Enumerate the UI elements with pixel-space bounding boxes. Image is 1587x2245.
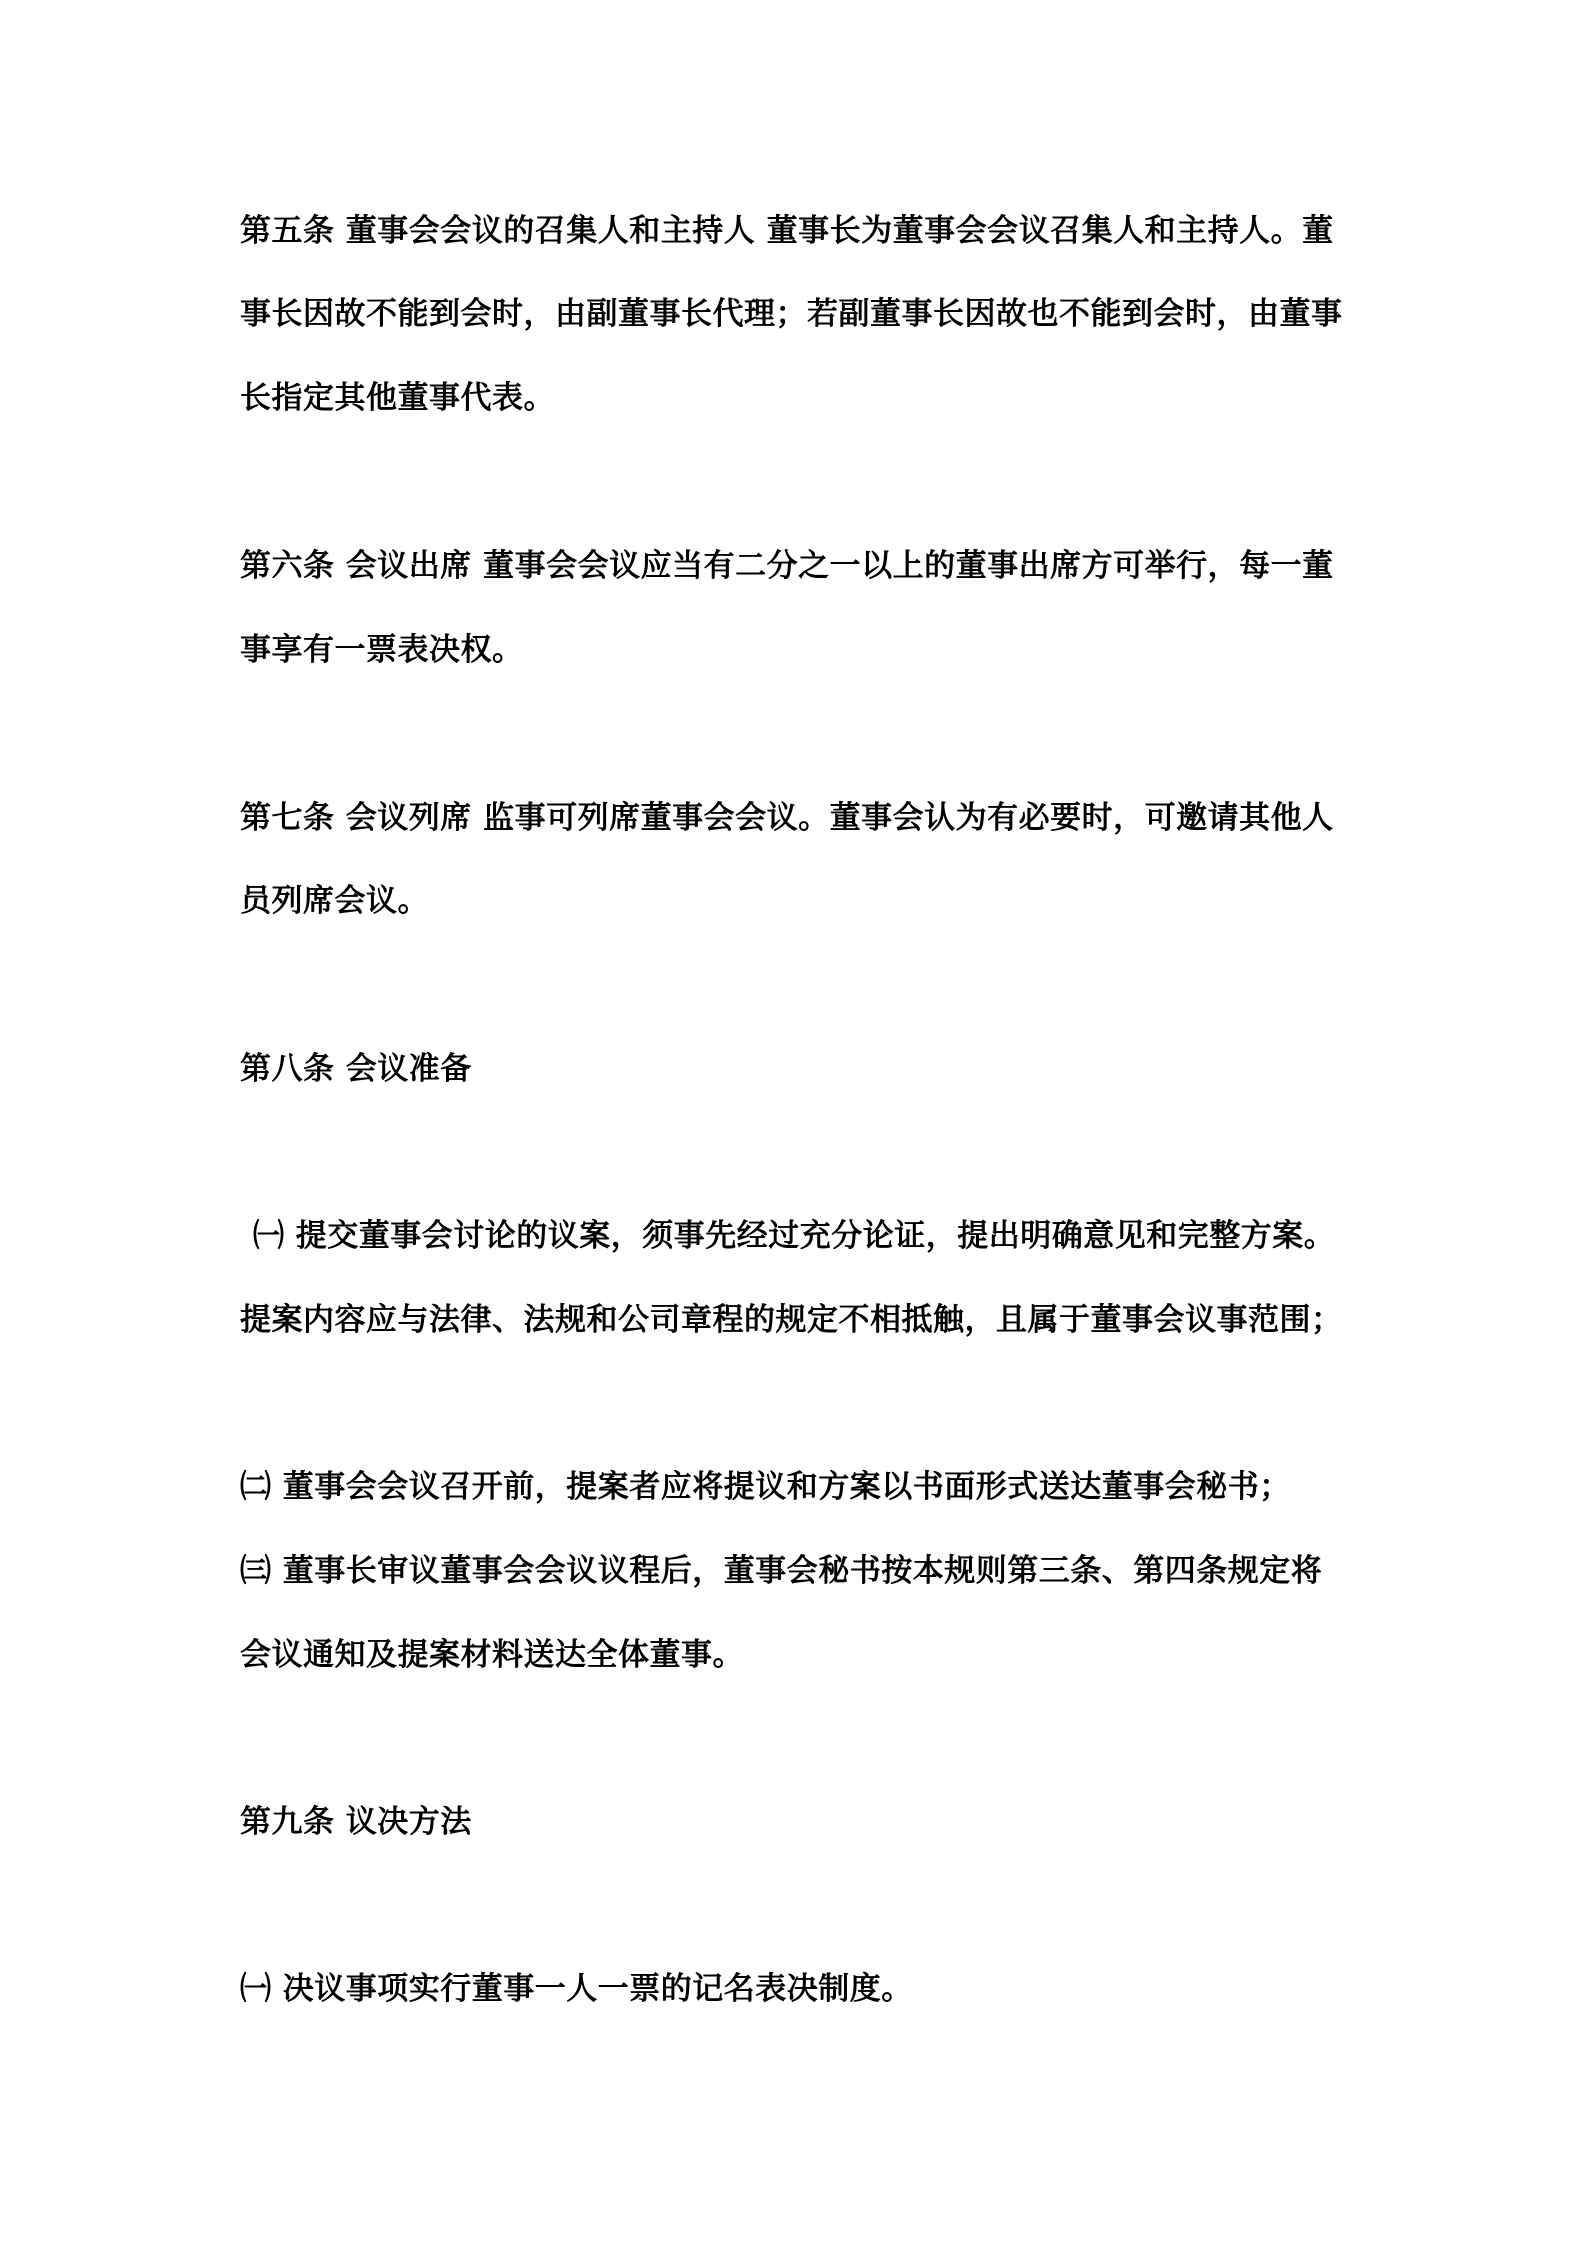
article-9-heading: 第九条 议决方法 (240, 1804, 472, 1840)
article-8-heading: 第八条 会议准备 (240, 1051, 472, 1087)
article-6-line-2: 事享有一票表决权。 (240, 632, 524, 668)
article-8-item-1-line-2: 提案内容应与法律、法规和公司章程的规定不相抵触，且属于董事会议事范围； (240, 1302, 1343, 1338)
article-5-line-3: 长指定其他董事代表。 (240, 380, 555, 416)
article-5-line-1: 第五条 董事会会议的召集人和主持人 董事长为董事会会议召集人和主持人。董 (240, 213, 1334, 249)
article-8-item-2: ㈡ 董事会会议召开前，提案者应将提议和方案以书面形式送达董事会秘书； (240, 1469, 1291, 1505)
article-9-item-1: ㈠ 决议事项实行董事一人一票的记名表决制度。 (240, 1971, 913, 2007)
article-8-item-1-line-1: ㈠ 提交董事会讨论的议案，须事先经过充分论证，提出明确意见和完整方案。 (253, 1218, 1336, 1254)
article-7-line-2: 员列席会议。 (240, 883, 429, 919)
article-8-item-3-line-1: ㈢ 董事长审议董事会会议议程后，董事会秘书按本规则第三条、第四条规定将 (240, 1553, 1323, 1589)
article-6-line-1: 第六条 会议出席 董事会会议应当有二分之一以上的董事出席方可举行，每一董 (240, 548, 1334, 584)
article-8-item-3-line-2: 会议通知及提案材料送达全体董事。 (240, 1637, 744, 1673)
article-5-line-2: 事长因故不能到会时，由副董事长代理；若副董事长因故也不能到会时，由董事 (240, 296, 1343, 332)
article-7-line-1: 第七条 会议列席 监事可列席董事会会议。董事会认为有必要时，可邀请其他人 (240, 800, 1334, 836)
